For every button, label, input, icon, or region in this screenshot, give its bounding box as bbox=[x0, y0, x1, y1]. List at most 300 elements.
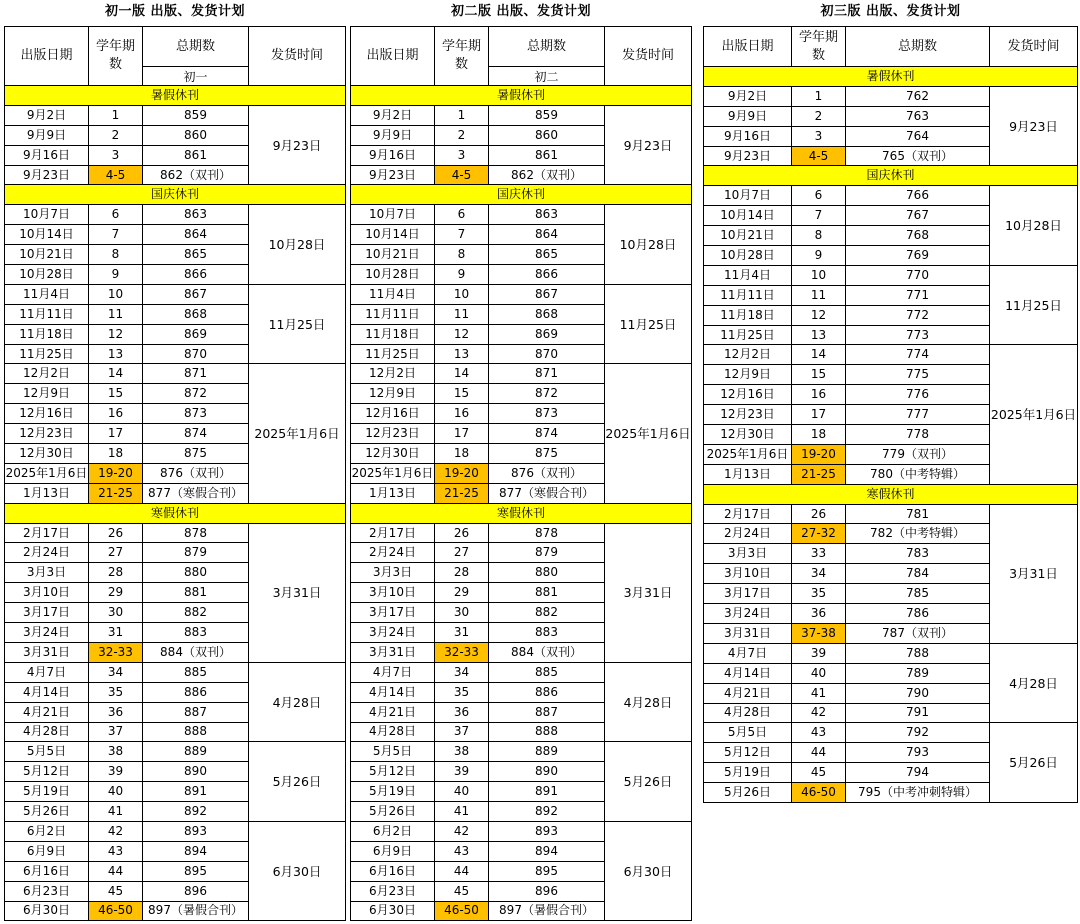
total-issue-cell: 865 bbox=[489, 245, 605, 265]
issue-number-cell: 6 bbox=[792, 186, 846, 206]
date-cell: 10月14日 bbox=[351, 225, 435, 245]
total-issue-cell: 886 bbox=[143, 682, 249, 702]
date-cell: 4月7日 bbox=[351, 662, 435, 682]
date-cell: 6月23日 bbox=[351, 881, 435, 901]
header-total-issue: 总期数 bbox=[143, 27, 249, 67]
total-issue-cell: 861 bbox=[489, 145, 605, 165]
total-issue-cell: 865 bbox=[143, 245, 249, 265]
issue-number-cell: 18 bbox=[435, 444, 489, 464]
total-issue-cell: 872 bbox=[489, 384, 605, 404]
issue-number-cell: 12 bbox=[435, 324, 489, 344]
issue-number-cell: 42 bbox=[792, 703, 846, 723]
date-cell: 11月18日 bbox=[704, 305, 792, 325]
date-cell: 6月16日 bbox=[351, 861, 435, 881]
date-cell: 10月14日 bbox=[704, 206, 792, 226]
total-issue-cell: 772 bbox=[846, 305, 990, 325]
issue-number-cell: 34 bbox=[435, 662, 489, 682]
date-cell: 5月5日 bbox=[704, 723, 792, 743]
table-row bbox=[704, 265, 1078, 285]
issue-number-cell: 21-25 bbox=[89, 483, 143, 503]
section-row bbox=[704, 67, 1078, 87]
issue-number-cell: 38 bbox=[435, 742, 489, 762]
issue-number-cell: 30 bbox=[435, 603, 489, 623]
date-cell: 12月23日 bbox=[351, 424, 435, 444]
date-cell: 11月18日 bbox=[351, 324, 435, 344]
section-label: 国庆休刊 bbox=[704, 166, 1078, 186]
ship-date-cell: 9月23日 bbox=[990, 86, 1078, 166]
total-issue-cell: 768 bbox=[846, 226, 990, 246]
issue-number-cell: 6 bbox=[89, 205, 143, 225]
issue-number-cell: 17 bbox=[435, 424, 489, 444]
section-label: 暑假休刊 bbox=[351, 86, 692, 106]
date-cell: 3月10日 bbox=[5, 583, 89, 603]
total-issue-cell: 890 bbox=[143, 762, 249, 782]
total-issue-cell: 893 bbox=[489, 821, 605, 841]
date-cell: 3月31日 bbox=[351, 642, 435, 662]
date-cell: 3月10日 bbox=[351, 583, 435, 603]
total-issue-cell: 862（双刊） bbox=[489, 165, 605, 185]
issue-number-cell: 31 bbox=[89, 623, 143, 643]
date-cell: 3月24日 bbox=[351, 623, 435, 643]
date-cell: 10月14日 bbox=[5, 225, 89, 245]
date-cell: 10月21日 bbox=[704, 226, 792, 246]
table-row bbox=[704, 186, 1078, 206]
table-row bbox=[704, 643, 1078, 663]
total-issue-cell: 862（双刊） bbox=[143, 165, 249, 185]
issue-number-cell: 37-38 bbox=[792, 623, 846, 643]
date-cell: 9月9日 bbox=[704, 106, 792, 126]
total-issue-cell: 891 bbox=[489, 782, 605, 802]
issue-number-cell: 21-25 bbox=[792, 464, 846, 484]
table-row bbox=[5, 284, 346, 304]
total-issue-cell: 872 bbox=[143, 384, 249, 404]
ship-date-cell: 9月23日 bbox=[605, 105, 692, 185]
date-cell: 9月2日 bbox=[351, 105, 435, 125]
header-school-issue: 学年期数 bbox=[435, 27, 489, 86]
total-issue-cell: 878 bbox=[489, 523, 605, 543]
total-issue-cell: 765（双刊） bbox=[846, 146, 990, 166]
total-issue-cell: 876（双刊） bbox=[489, 463, 605, 483]
table-row bbox=[351, 284, 692, 304]
issue-number-cell: 18 bbox=[792, 425, 846, 445]
issue-number-cell: 14 bbox=[792, 345, 846, 365]
issue-number-cell: 39 bbox=[435, 762, 489, 782]
total-issue-cell: 792 bbox=[846, 723, 990, 743]
total-issue-cell: 864 bbox=[143, 225, 249, 245]
total-issue-cell: 896 bbox=[143, 881, 249, 901]
date-cell: 3月3日 bbox=[5, 563, 89, 583]
issue-number-cell: 41 bbox=[435, 802, 489, 822]
total-issue-cell: 878 bbox=[143, 523, 249, 543]
date-cell: 3月10日 bbox=[704, 564, 792, 584]
date-cell: 4月21日 bbox=[351, 702, 435, 722]
table-row bbox=[351, 205, 692, 225]
issue-number-cell: 35 bbox=[792, 584, 846, 604]
ship-date-cell: 4月28日 bbox=[249, 662, 346, 742]
section-row bbox=[5, 86, 346, 106]
total-issue-cell: 787（双刊） bbox=[846, 623, 990, 643]
date-cell: 4月14日 bbox=[5, 682, 89, 702]
ship-date-cell: 10月28日 bbox=[990, 186, 1078, 266]
date-cell: 6月2日 bbox=[351, 821, 435, 841]
ship-date-cell: 2025年1月6日 bbox=[249, 364, 346, 503]
total-issue-cell: 867 bbox=[489, 284, 605, 304]
total-issue-cell: 891 bbox=[143, 782, 249, 802]
header-total-issue: 总期数 bbox=[846, 27, 990, 67]
issue-number-cell: 45 bbox=[89, 881, 143, 901]
date-cell: 11月25日 bbox=[5, 344, 89, 364]
issue-number-cell: 21-25 bbox=[435, 483, 489, 503]
section-label: 国庆休刊 bbox=[5, 185, 346, 205]
date-cell: 2月17日 bbox=[704, 504, 792, 524]
date-cell: 5月26日 bbox=[704, 783, 792, 803]
issue-number-cell: 46-50 bbox=[89, 901, 143, 921]
ship-date-cell: 3月31日 bbox=[249, 523, 346, 662]
issue-number-cell: 43 bbox=[89, 841, 143, 861]
issue-number-cell: 32-33 bbox=[89, 642, 143, 662]
total-issue-cell: 871 bbox=[489, 364, 605, 384]
total-issue-cell: 895 bbox=[489, 861, 605, 881]
header-date: 出版日期 bbox=[351, 27, 435, 86]
date-cell: 5月26日 bbox=[5, 802, 89, 822]
header-ship-time: 发货时间 bbox=[249, 27, 346, 86]
total-issue-cell: 884（双刊） bbox=[143, 642, 249, 662]
total-issue-cell: 859 bbox=[143, 105, 249, 125]
date-cell: 11月11日 bbox=[704, 285, 792, 305]
total-issue-cell: 868 bbox=[489, 304, 605, 324]
date-cell: 2月24日 bbox=[704, 524, 792, 544]
date-cell: 9月2日 bbox=[704, 86, 792, 106]
date-cell: 9月23日 bbox=[351, 165, 435, 185]
date-cell: 12月9日 bbox=[351, 384, 435, 404]
ship-date-cell: 11月25日 bbox=[605, 284, 692, 364]
date-cell: 5月19日 bbox=[351, 782, 435, 802]
ship-date-cell: 2025年1月6日 bbox=[605, 364, 692, 503]
issue-number-cell: 13 bbox=[435, 344, 489, 364]
issue-number-cell: 35 bbox=[89, 682, 143, 702]
issue-number-cell: 33 bbox=[792, 544, 846, 564]
section-label: 国庆休刊 bbox=[351, 185, 692, 205]
total-issue-cell: 870 bbox=[143, 344, 249, 364]
date-cell: 4月14日 bbox=[351, 682, 435, 702]
issue-number-cell: 40 bbox=[89, 782, 143, 802]
ship-date-cell: 10月28日 bbox=[605, 205, 692, 285]
issue-number-cell: 26 bbox=[89, 523, 143, 543]
date-cell: 6月16日 bbox=[5, 861, 89, 881]
date-cell: 5月19日 bbox=[5, 782, 89, 802]
total-issue-cell: 867 bbox=[143, 284, 249, 304]
date-cell: 4月7日 bbox=[704, 643, 792, 663]
panel-title: 初二版 出版、发货计划 bbox=[450, 4, 592, 19]
section-row bbox=[351, 185, 692, 205]
panel-grade-1 bbox=[4, 0, 346, 924]
date-cell: 12月30日 bbox=[5, 444, 89, 464]
issue-number-cell: 46-50 bbox=[792, 783, 846, 803]
total-issue-cell: 870 bbox=[489, 344, 605, 364]
ship-date-cell: 4月28日 bbox=[605, 662, 692, 742]
total-issue-cell: 875 bbox=[143, 444, 249, 464]
date-cell: 4月14日 bbox=[704, 663, 792, 683]
total-issue-cell: 879 bbox=[143, 543, 249, 563]
issue-number-cell: 2 bbox=[89, 125, 143, 145]
table-row bbox=[351, 364, 692, 384]
total-issue-cell: 887 bbox=[489, 702, 605, 722]
table-row bbox=[351, 662, 692, 682]
issue-number-cell: 4-5 bbox=[435, 165, 489, 185]
ship-date-cell: 6月30日 bbox=[249, 821, 346, 920]
issue-number-cell: 29 bbox=[89, 583, 143, 603]
date-cell: 4月21日 bbox=[5, 702, 89, 722]
header-ship-time: 发货时间 bbox=[990, 27, 1078, 67]
total-issue-cell: 766 bbox=[846, 186, 990, 206]
date-cell: 1月13日 bbox=[351, 483, 435, 503]
date-cell: 10月7日 bbox=[704, 186, 792, 206]
issue-number-cell: 8 bbox=[792, 226, 846, 246]
issue-number-cell: 30 bbox=[89, 603, 143, 623]
total-issue-cell: 788 bbox=[846, 643, 990, 663]
table-row bbox=[351, 821, 692, 841]
section-row bbox=[351, 86, 692, 106]
total-issue-cell: 781 bbox=[846, 504, 990, 524]
issue-number-cell: 27 bbox=[89, 543, 143, 563]
section-label: 暑假休刊 bbox=[704, 67, 1078, 87]
issue-number-cell: 34 bbox=[89, 662, 143, 682]
total-issue-cell: 778 bbox=[846, 425, 990, 445]
issue-number-cell: 13 bbox=[89, 344, 143, 364]
date-cell: 11月4日 bbox=[704, 265, 792, 285]
ship-date-cell: 4月28日 bbox=[990, 643, 1078, 723]
section-label: 暑假休刊 bbox=[5, 86, 346, 106]
issue-number-cell: 43 bbox=[792, 723, 846, 743]
issue-number-cell: 1 bbox=[89, 105, 143, 125]
total-issue-cell: 794 bbox=[846, 763, 990, 783]
issue-number-cell: 40 bbox=[435, 782, 489, 802]
section-row bbox=[704, 166, 1078, 186]
issue-number-cell: 18 bbox=[89, 444, 143, 464]
date-cell: 12月30日 bbox=[351, 444, 435, 464]
total-issue-cell: 881 bbox=[489, 583, 605, 603]
ship-date-cell: 5月26日 bbox=[605, 742, 692, 822]
issue-number-cell: 36 bbox=[792, 604, 846, 624]
date-cell: 12月2日 bbox=[704, 345, 792, 365]
date-cell: 10月28日 bbox=[704, 246, 792, 266]
issue-number-cell: 34 bbox=[792, 564, 846, 584]
total-issue-cell: 763 bbox=[846, 106, 990, 126]
total-issue-cell: 860 bbox=[489, 125, 605, 145]
date-cell: 10月21日 bbox=[351, 245, 435, 265]
date-cell: 5月5日 bbox=[351, 742, 435, 762]
date-cell: 4月21日 bbox=[704, 683, 792, 703]
date-cell: 9月9日 bbox=[5, 125, 89, 145]
date-cell: 12月16日 bbox=[5, 404, 89, 424]
date-cell: 9月9日 bbox=[351, 125, 435, 145]
total-issue-cell: 881 bbox=[143, 583, 249, 603]
ship-date-cell: 5月26日 bbox=[249, 742, 346, 822]
issue-number-cell: 15 bbox=[89, 384, 143, 404]
issue-number-cell: 39 bbox=[89, 762, 143, 782]
issue-number-cell: 14 bbox=[89, 364, 143, 384]
date-cell: 6月9日 bbox=[5, 841, 89, 861]
total-issue-cell: 866 bbox=[489, 265, 605, 285]
issue-number-cell: 27 bbox=[435, 543, 489, 563]
total-issue-cell: 888 bbox=[143, 722, 249, 742]
issue-number-cell: 45 bbox=[435, 881, 489, 901]
total-issue-cell: 866 bbox=[143, 265, 249, 285]
issue-number-cell: 10 bbox=[89, 284, 143, 304]
issue-number-cell: 6 bbox=[435, 205, 489, 225]
total-issue-cell: 785 bbox=[846, 584, 990, 604]
table-row bbox=[5, 205, 346, 225]
section-row bbox=[704, 484, 1078, 504]
issue-number-cell: 11 bbox=[435, 304, 489, 324]
panel-grade-3 bbox=[703, 0, 1078, 924]
total-issue-cell: 879 bbox=[489, 543, 605, 563]
table-row bbox=[704, 345, 1078, 365]
issue-number-cell: 13 bbox=[792, 325, 846, 345]
total-issue-cell: 786 bbox=[846, 604, 990, 624]
date-cell: 9月16日 bbox=[351, 145, 435, 165]
date-cell: 10月7日 bbox=[351, 205, 435, 225]
total-issue-cell: 859 bbox=[489, 105, 605, 125]
issue-number-cell: 44 bbox=[89, 861, 143, 881]
date-cell: 11月18日 bbox=[5, 324, 89, 344]
issue-number-cell: 15 bbox=[792, 365, 846, 385]
total-issue-cell: 864 bbox=[489, 225, 605, 245]
schedule-table bbox=[4, 26, 346, 921]
date-cell: 12月23日 bbox=[5, 424, 89, 444]
date-cell: 3月24日 bbox=[5, 623, 89, 643]
date-cell: 9月23日 bbox=[5, 165, 89, 185]
date-cell: 4月28日 bbox=[5, 722, 89, 742]
issue-number-cell: 8 bbox=[89, 245, 143, 265]
date-cell: 3月24日 bbox=[704, 604, 792, 624]
issue-number-cell: 3 bbox=[792, 126, 846, 146]
section-row bbox=[351, 503, 692, 523]
total-issue-cell: 764 bbox=[846, 126, 990, 146]
date-cell: 3月31日 bbox=[5, 642, 89, 662]
total-issue-cell: 885 bbox=[143, 662, 249, 682]
header-grade: 初二 bbox=[489, 67, 605, 86]
date-cell: 4月28日 bbox=[351, 722, 435, 742]
total-issue-cell: 887 bbox=[143, 702, 249, 722]
issue-number-cell: 37 bbox=[435, 722, 489, 742]
total-issue-cell: 868 bbox=[143, 304, 249, 324]
total-issue-cell: 889 bbox=[489, 742, 605, 762]
issue-number-cell: 7 bbox=[89, 225, 143, 245]
total-issue-cell: 776 bbox=[846, 385, 990, 405]
date-cell: 6月30日 bbox=[351, 901, 435, 921]
issue-number-cell: 16 bbox=[792, 385, 846, 405]
issue-number-cell: 9 bbox=[435, 265, 489, 285]
date-cell: 11月25日 bbox=[351, 344, 435, 364]
header-school-issue: 学年期数 bbox=[89, 27, 143, 86]
total-issue-cell: 861 bbox=[143, 145, 249, 165]
total-issue-cell: 873 bbox=[143, 404, 249, 424]
header-ship-time: 发货时间 bbox=[605, 27, 692, 86]
total-issue-cell: 784 bbox=[846, 564, 990, 584]
issue-number-cell: 44 bbox=[435, 861, 489, 881]
total-issue-cell: 877（寒假合刊） bbox=[143, 483, 249, 503]
total-issue-cell: 885 bbox=[489, 662, 605, 682]
issue-number-cell: 2 bbox=[792, 106, 846, 126]
ship-date-cell: 3月31日 bbox=[990, 504, 1078, 643]
date-cell: 3月17日 bbox=[351, 603, 435, 623]
ship-date-cell: 10月28日 bbox=[249, 205, 346, 285]
total-issue-cell: 880 bbox=[489, 563, 605, 583]
issue-number-cell: 26 bbox=[435, 523, 489, 543]
date-cell: 6月30日 bbox=[5, 901, 89, 921]
table-row bbox=[5, 523, 346, 543]
date-cell: 11月4日 bbox=[351, 284, 435, 304]
total-issue-cell: 880 bbox=[143, 563, 249, 583]
total-issue-cell: 869 bbox=[143, 324, 249, 344]
total-issue-cell: 780（中考特辑） bbox=[846, 464, 990, 484]
date-cell: 12月9日 bbox=[704, 365, 792, 385]
total-issue-cell: 897（暑假合刊） bbox=[143, 901, 249, 921]
issue-number-cell: 15 bbox=[435, 384, 489, 404]
issue-number-cell: 36 bbox=[89, 702, 143, 722]
header-school-issue: 学年期数 bbox=[792, 27, 846, 67]
total-issue-cell: 886 bbox=[489, 682, 605, 702]
header-grade: 初一 bbox=[143, 67, 249, 86]
date-cell: 4月7日 bbox=[5, 662, 89, 682]
total-issue-cell: 795（中考冲刺特辑） bbox=[846, 783, 990, 803]
total-issue-cell: 894 bbox=[143, 841, 249, 861]
total-issue-cell: 873 bbox=[489, 404, 605, 424]
date-cell: 12月2日 bbox=[5, 364, 89, 384]
schedule-table bbox=[350, 26, 692, 921]
date-cell: 12月16日 bbox=[704, 385, 792, 405]
date-cell: 3月3日 bbox=[704, 544, 792, 564]
date-cell: 12月9日 bbox=[5, 384, 89, 404]
date-cell: 9月2日 bbox=[5, 105, 89, 125]
total-issue-cell: 884（双刊） bbox=[489, 642, 605, 662]
total-issue-cell: 874 bbox=[489, 424, 605, 444]
date-cell: 9月23日 bbox=[704, 146, 792, 166]
total-issue-cell: 863 bbox=[489, 205, 605, 225]
issue-number-cell: 17 bbox=[792, 405, 846, 425]
issue-number-cell: 7 bbox=[792, 206, 846, 226]
issue-number-cell: 4-5 bbox=[89, 165, 143, 185]
issue-number-cell: 10 bbox=[435, 284, 489, 304]
total-issue-cell: 774 bbox=[846, 345, 990, 365]
date-cell: 5月19日 bbox=[704, 763, 792, 783]
issue-number-cell: 19-20 bbox=[792, 444, 846, 464]
panel-grade-2 bbox=[350, 0, 692, 924]
total-issue-cell: 769 bbox=[846, 246, 990, 266]
total-issue-cell: 782（中考特辑） bbox=[846, 524, 990, 544]
issue-number-cell: 16 bbox=[89, 404, 143, 424]
date-cell: 6月2日 bbox=[5, 821, 89, 841]
total-issue-cell: 883 bbox=[143, 623, 249, 643]
date-cell: 11月25日 bbox=[704, 325, 792, 345]
issue-number-cell: 46-50 bbox=[435, 901, 489, 921]
table-row bbox=[351, 523, 692, 543]
total-issue-cell: 773 bbox=[846, 325, 990, 345]
table-row bbox=[5, 105, 346, 125]
issue-number-cell: 29 bbox=[435, 583, 489, 603]
total-issue-cell: 871 bbox=[143, 364, 249, 384]
header-date: 出版日期 bbox=[704, 27, 792, 67]
issue-number-cell: 11 bbox=[89, 304, 143, 324]
issue-number-cell: 9 bbox=[89, 265, 143, 285]
total-issue-cell: 767 bbox=[846, 206, 990, 226]
issue-number-cell: 19-20 bbox=[89, 463, 143, 483]
panel-title: 初三版 出版、发货计划 bbox=[820, 4, 961, 19]
table-row bbox=[5, 364, 346, 384]
date-cell: 6月9日 bbox=[351, 841, 435, 861]
ship-date-cell: 5月26日 bbox=[990, 723, 1078, 803]
